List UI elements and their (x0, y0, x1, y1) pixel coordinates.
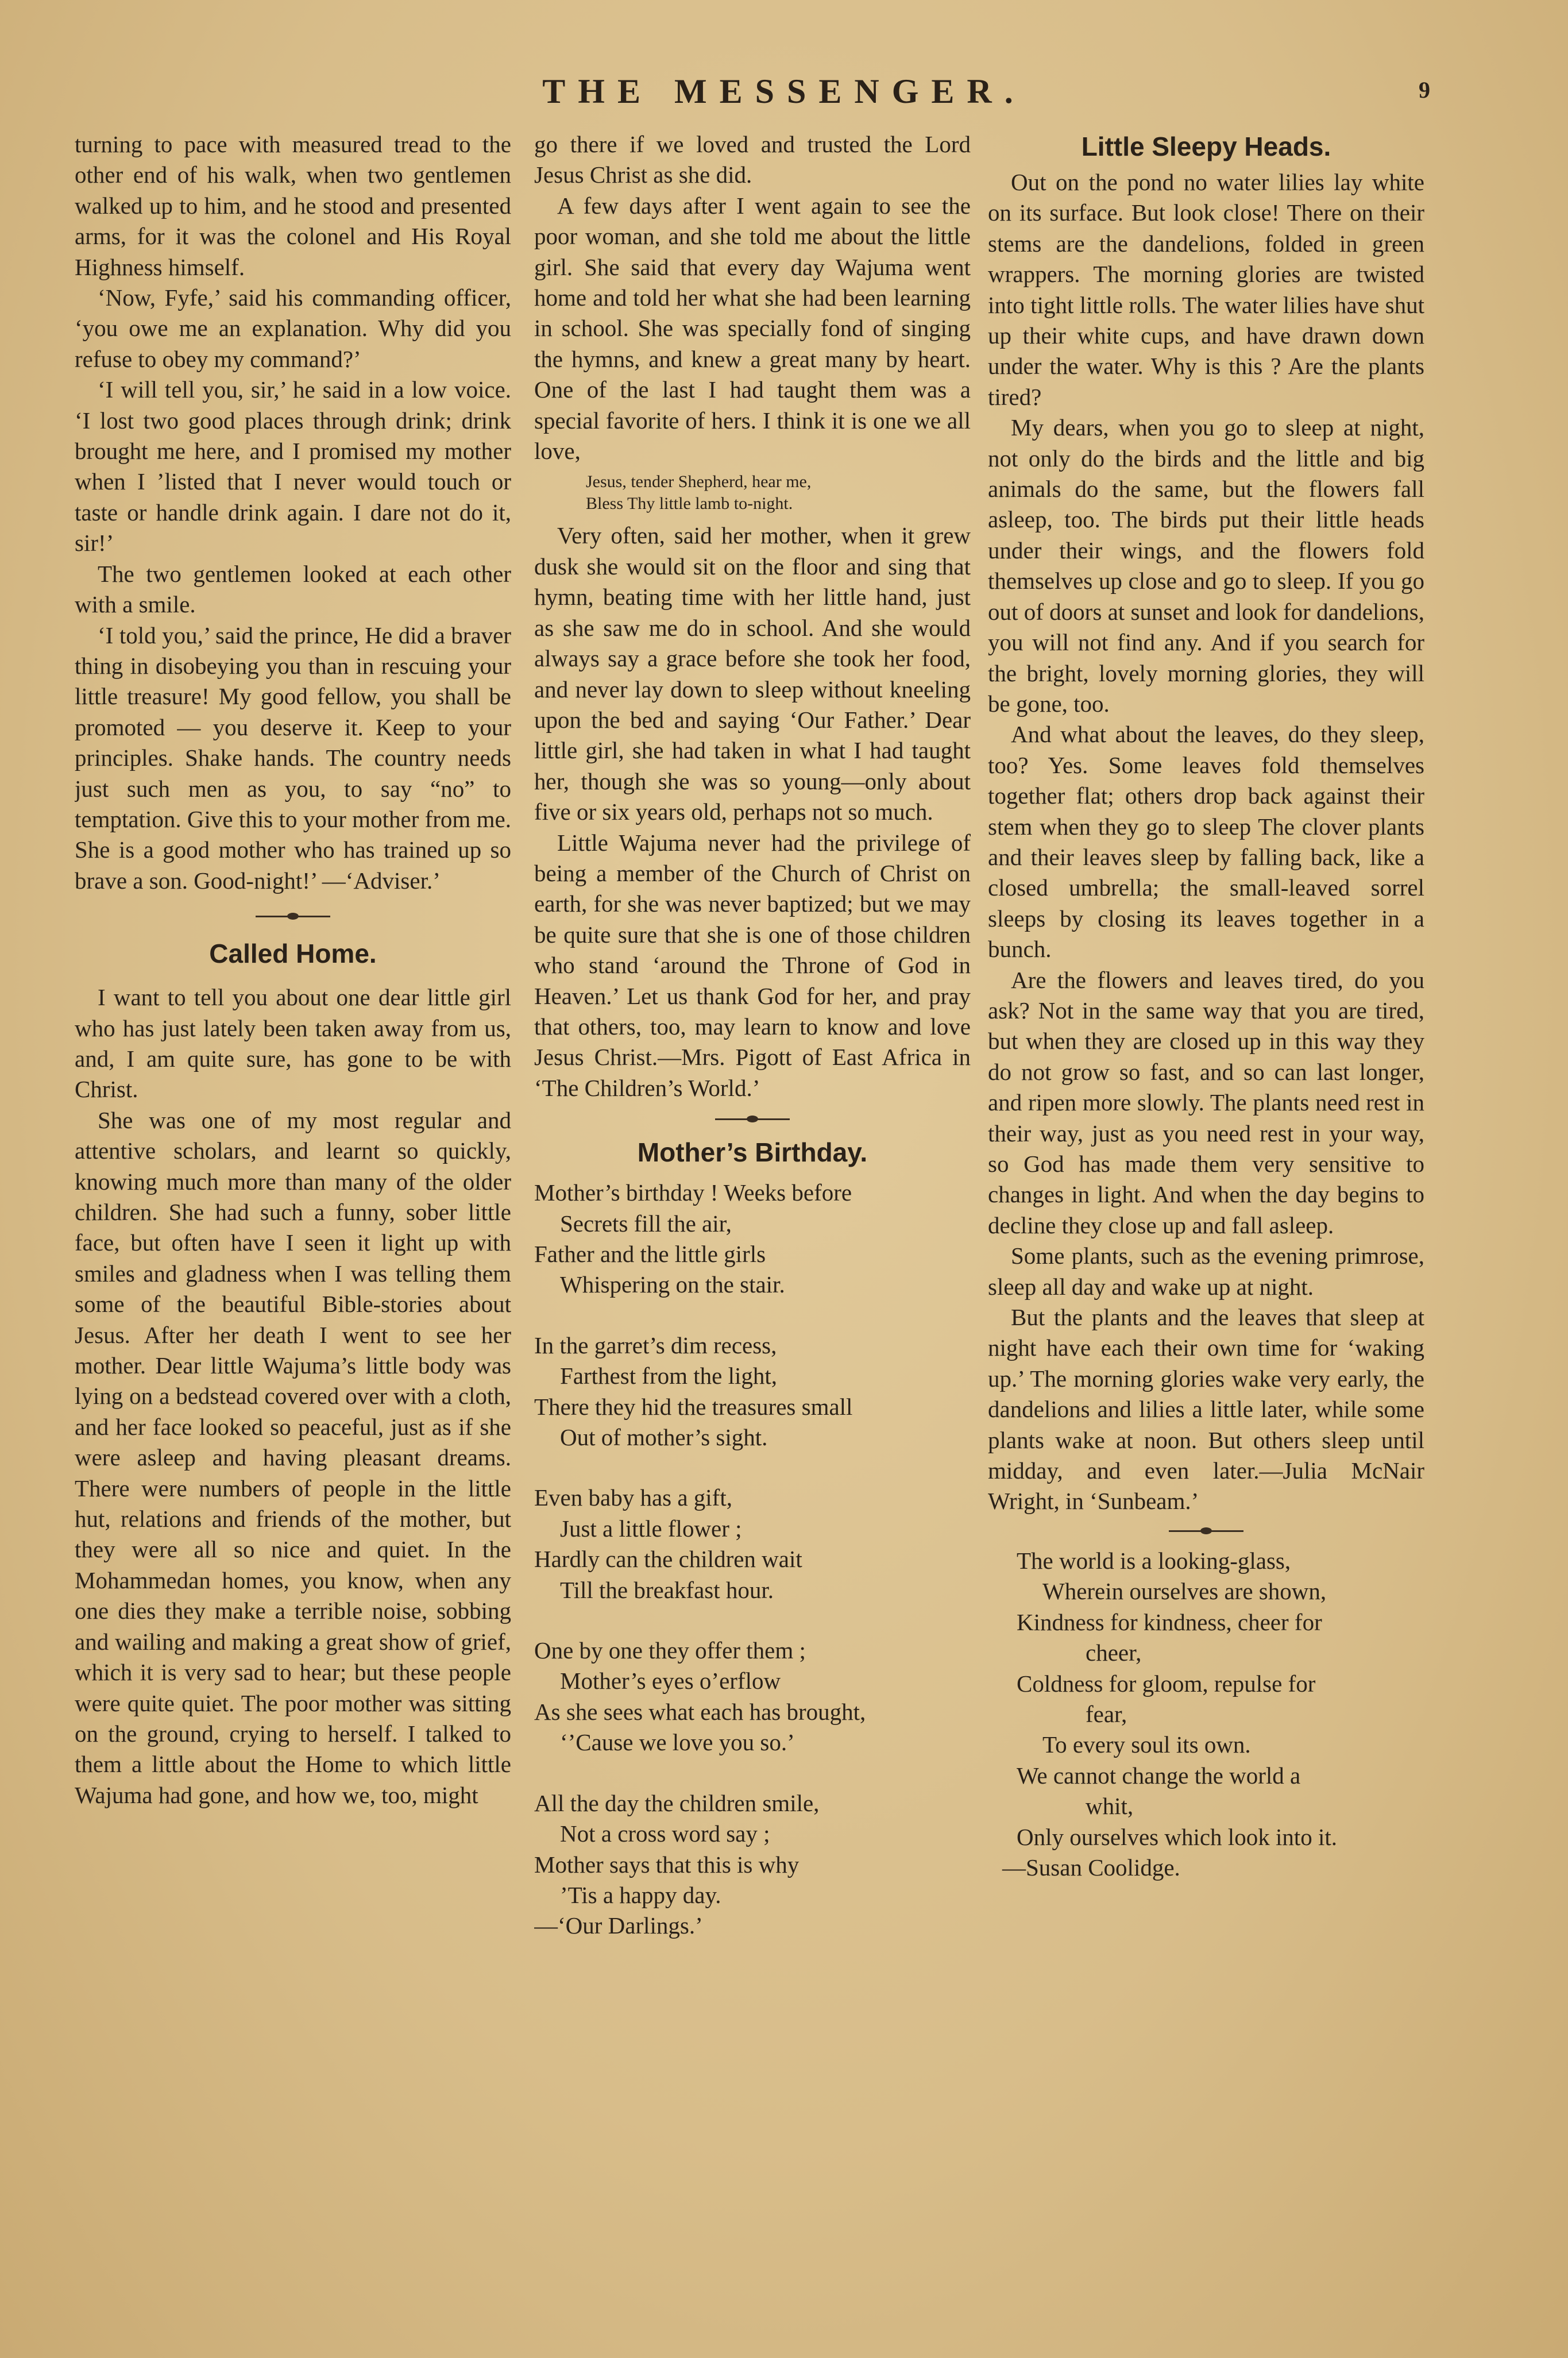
article-title-called-home: Called Home. (209, 939, 377, 969)
paragraph: Little Wajuma never had the privilege of being a member of the Church of Christ on earth, for she was never baptized; but we may be quite sure that she is one of those children who stand ‘around the Throne of God in Heaven.’ Let us thank God for her, and pray that others, too, may learn to know and love Jesus Christ.—Mrs. Pigott of East Africa in ‘The Children’s World.’ (534, 829, 971, 1101)
column-1 (75, 129, 511, 1811)
page-number: 9 (1419, 77, 1430, 103)
verse-line: We cannot change the world a (1017, 1762, 1301, 1789)
poem-line: One by one they offer them ; (534, 1637, 806, 1664)
poem-line: Even baby has a gift, (534, 1484, 732, 1511)
paragraph: Very often, said her mother, when it grew dusk she would sit on the floor and sing that hymn, beating time with her little hand, just as she saw me do in school. And she would always say a grace before she took her food, and never lay down to sleep without kneeling upon the bed and saying ‘Our Father.’ Dear little girl, she had taken in what I had taught her, though she was so young—only about five or six years old, perhaps not so much. (534, 522, 971, 825)
masthead-title: THE MESSENGER. (542, 72, 1026, 110)
paragraph: The two gentlemen looked at each other with a smile. (75, 560, 511, 618)
paragraph: A few days after I went again to see the poor woman, and she told me about the little girl. She said that every day Wajuma went home and told her what she had been learning in school. She was specially fond of singing the hymns, and knew a great many by heart. One of the last I had taught them was a special favorite of hers. I think it is one we all love, (534, 192, 971, 465)
verse-line: Kindness for kindness, cheer for (1017, 1608, 1322, 1635)
poem-line: In the garret’s dim recess, (534, 1332, 777, 1359)
verse-source: —Susan Coolidge. (1002, 1854, 1180, 1881)
verse-line: cheer, (1086, 1639, 1142, 1666)
poem-line: ‘’Cause we love you so.’ (560, 1729, 795, 1756)
poem-line: Not a cross word say ; (560, 1820, 770, 1847)
verse-line: fear, (1086, 1700, 1127, 1727)
verse-line: The world is a looking-glass, (1017, 1547, 1291, 1574)
poem-line: Mother says that this is why (534, 1851, 800, 1878)
verse-line: Wherein ourselves are shown, (1042, 1578, 1327, 1605)
poem-line: Father and the little girls (534, 1241, 766, 1267)
hymn-line: Bless Thy little lamb to-night. (586, 494, 793, 514)
paragraph: ‘I will tell you, sir,’ he said in a low voice. ‘I lost two good places through drink; drink brought me here, and I promised my mother when I ’listed that I never would touch or taste or handle drink again. I dare not do it, sir!’ (75, 376, 511, 557)
paragraph: My dears, when you go to sleep at night, not only do the birds and the little and big animals do the same, but the flowers fall asleep, too. The birds put their little heads under their wings, and the flowers fold themselves up close and go to sleep. If you go out of doors at sunset and look for dandelions, you will not find any. And if you search for the bright, lovely morning glories, they will be gone, too. (988, 414, 1424, 717)
poem-line: Farthest from the light, (560, 1363, 778, 1390)
paragraph: Some plants, such as the evening primrose, sleep all day and wake up at night. (988, 1242, 1424, 1300)
poem-mothers-birthday (534, 1178, 971, 1942)
hymn-line: Jesus, tender Shepherd, hear me, (586, 472, 812, 492)
paragraph: ‘Now, Fyfe,’ said his commanding officer, ‘you owe me an explanation. Why did you refuse to obey my command?’ (75, 284, 511, 372)
paragraph: I want to tell you about one dear little girl who has just lately been taken away from us, and, I am quite sure, has gone to be with Christ. (75, 984, 511, 1103)
poem-line: Secrets fill the air, (560, 1210, 732, 1237)
verse-line: Coldness for gloom, repulse for (1017, 1670, 1316, 1697)
masthead (0, 72, 1568, 118)
divider (988, 1517, 1424, 1546)
poem-stanza (534, 1483, 971, 1606)
column-2 (534, 129, 971, 1942)
divider (534, 1103, 971, 1135)
poem-stanza (534, 1788, 971, 1942)
article-title-little-sleepy-heads: Little Sleepy Heads. (1081, 132, 1331, 161)
paragraph: And what about the leaves, do they sleep, too? Yes. Some leaves fold themselves together flat; others drop back against their stem when they go to sleep The clover plants and their leaves sleep by falling back, like a closed umbrella; the small-leaved sorrel sleeps by closing its leaves together in a bunch. (988, 721, 1424, 963)
paragraph: ‘I told you,’ said the prince, He did a braver thing in disobeying you than in rescuing your little treasure! My good fellow, you shall be promoted — you deserve it. Keep to your principles. Shake hands. The country needs just such men as you, to say “no” to temptation. Give this to your mother from me. She is a good mother who has trained up so brave a son. Good-night!’ —‘Adviser.’ (75, 622, 511, 894)
poem-line: Till the breakfast hour. (560, 1576, 774, 1603)
poem-line: There they hid the treasures small (534, 1393, 853, 1420)
poem-line: Mother’s eyes o’erflow (560, 1668, 781, 1695)
paragraph: Out on the pond no water lilies lay white on its surface. But look close! There on their stems are the dandelions, folded in green wrappers. The morning glories are twisted into tight little rolls. The water lilies have shut up their white cups, and have drawn down under the water. Why is this ? Are the plants tired? (988, 169, 1424, 410)
poem-line: Just a little flower ; (560, 1515, 742, 1542)
poem-line: Mother’s birthday ! Weeks before (534, 1179, 852, 1206)
poem-source: —‘Our Darlings.’ (534, 1912, 703, 1939)
paragraph: But the plants and the leaves that sleep at night have each their own time for ‘waking up.’ The morning glories wake very early, the dandelions and lilies a little later, while some plants wake at noon. But others sleep until midday, and even later.—Julia McNair Wright, in ‘Sunbeam.’ (988, 1304, 1424, 1515)
poem-line: ’Tis a happy day. (560, 1881, 721, 1908)
paragraph: She was one of my most regular and attentive scholars, and learnt so quickly, knowing much more than many of the older children. She had such a funny, sober little face, but often have I seen it light up with smiles and gladness when I was telling them some of the beautiful Bible-stories about Jesus. After her death I went to see her mother. Dear little Wajuma’s little body was lying on a bedstead covered over with a cloth, and her face looked so peaceful, just as if she were asleep and having pleasant dreams. There were numbers of people in the little hut, relations and friends of the mother, but they were all so nice and quiet. In the Mohammedan homes, you know, when any one dies they make a terrible noise, sobbing and wailing and making a great show of grief, which it is very sad to hear; but these people were quite quiet. The poor mother was sitting on the ground, crying to herself. I talked to them a little about the Home to which little Wajuma had gone, and how we, too, might (75, 1106, 511, 1808)
poem-stanza (534, 1635, 971, 1758)
poem-line: As she sees what each has brought, (534, 1698, 866, 1725)
verse-line: To every soul its own. (1042, 1731, 1251, 1758)
hymn-quote (534, 471, 971, 515)
column-3 (988, 129, 1424, 1883)
paragraph: Are the flowers and leaves tired, do you ask? Not in the same way that you are tired, but when they are closed up in this way they do not grow so fast, and so can last longer, and ripen more slowly. The plants need rest in their way, just as you need rest in your way, so God has made them very sensitive to changes in light. And when the day begins to decline they close up and fall asleep. (988, 966, 1424, 1238)
poem-line: Hardly can the children wait (534, 1546, 802, 1573)
poem-stanza (534, 1330, 971, 1453)
paragraph: go there if we loved and trusted the Lord Jesus Christ as she did. (534, 131, 971, 188)
poem-line: All the day the children smile, (534, 1789, 820, 1816)
paragraph: turning to pace with measured tread to the other end of his walk, when two gentlemen walked up to him, and he stood and presented arms, for it was the colonel and His Royal Highness himself. (75, 131, 511, 280)
article-title-mothers-birthday: Mother’s Birthday. (637, 1137, 868, 1168)
verse-line: Only ourselves which look into it. (1017, 1823, 1338, 1850)
divider (75, 896, 511, 936)
verse-looking-glass (988, 1546, 1424, 1883)
poem-line: Whispering on the stair. (560, 1271, 785, 1298)
verse-line: whit, (1086, 1793, 1134, 1820)
poem-line: Out of mother’s sight. (560, 1424, 768, 1451)
poem-stanza (534, 1178, 971, 1300)
